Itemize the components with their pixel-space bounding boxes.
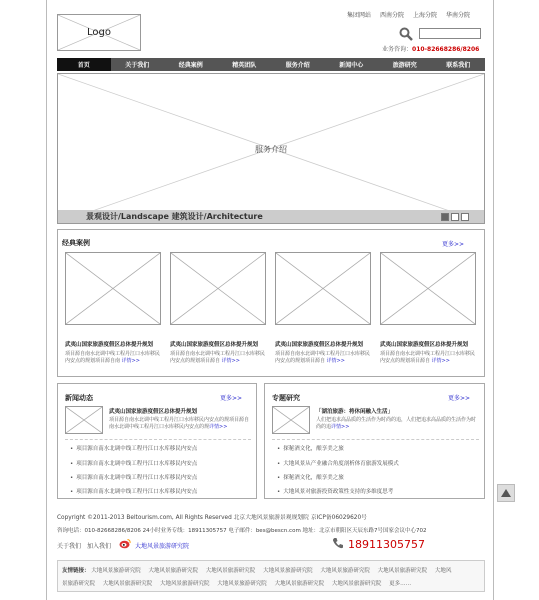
news-more-link[interactable]: 更多>>: [220, 395, 243, 402]
top-links: [347, 10, 470, 19]
top-link-shanghai[interactable]: 上海分院: [413, 12, 438, 19]
case-title-3[interactable]: 武夷山国家旅游度假区总体提升规划: [275, 342, 364, 348]
case-detail-link-2[interactable]: 详情>>: [221, 358, 240, 364]
nav-team[interactable]: 精英团队: [232, 62, 257, 69]
footer-about-link[interactable]: 关于我们: [57, 543, 82, 550]
case-image-2[interactable]: [170, 252, 266, 325]
weibo-icon[interactable]: [119, 538, 131, 549]
friend-link[interactable]: 大地风景旅游研究院: [217, 581, 267, 587]
research-feature-image[interactable]: [272, 406, 310, 434]
cases-more-link[interactable]: 更多>>: [442, 241, 465, 248]
case-image-4[interactable]: [380, 252, 476, 325]
search-icon[interactable]: [399, 27, 413, 41]
friend-links-more[interactable]: 更多……: [389, 581, 412, 587]
footer-contact: 咨询电话：010-82668286/8206 24小时业务专线：18911305757 电子邮件：bes@bescn.com 地址：北京市朝阳区天辰东路7号国家会议中心702: [57, 528, 427, 534]
friend-link[interactable]: 大地风景旅游研究院: [263, 568, 313, 574]
nav-cases[interactable]: 经典案例: [178, 62, 203, 69]
research-item-2[interactable]: • 大地风景从产业融合角度剖析体育旅游发展模式: [277, 459, 399, 467]
research-more-link[interactable]: 更多>>: [448, 395, 471, 402]
case-title-2[interactable]: 武夷山国家旅游度假区总体提升规划: [170, 342, 259, 348]
nav-news[interactable]: 新闻中心: [339, 62, 364, 69]
research-feature-desc: 人们把追求高品质的生活作为时尚的追，人们把追求高品质的生活作为时尚的追详情>>: [316, 417, 477, 430]
nav-contact[interactable]: 联系我们: [446, 62, 471, 69]
friend-link[interactable]: 大地风景旅游研究院: [377, 568, 428, 574]
case-image-1[interactable]: [65, 252, 161, 325]
hotline-number: 010-82668286/8206: [412, 46, 480, 53]
case-detail-link-4[interactable]: 详情>>: [431, 358, 450, 364]
footer-phone-number: 18911305757: [348, 538, 425, 551]
news-item-2[interactable]: • 项目源自南水北调中线工程丹江口水库移民内安点: [70, 459, 197, 467]
case-desc-3: 项目源自南水北调中线工程丹江口水库移民内安点的规划项目源自 详情>>: [275, 351, 371, 364]
case-image-3[interactable]: [275, 252, 371, 325]
top-link-southwest[interactable]: 西南分院: [380, 12, 405, 19]
banner-dot-3[interactable]: [461, 213, 469, 221]
case-detail-link-1[interactable]: 详情>>: [121, 358, 140, 364]
cases-panel: [57, 229, 485, 377]
friend-link[interactable]: 大地风: [434, 568, 452, 574]
research-panel: [264, 383, 485, 499]
search-input[interactable]: [419, 28, 481, 39]
banner[interactable]: [57, 73, 485, 224]
page-frame: [46, 0, 494, 600]
top-link-group[interactable]: 集团网站: [347, 12, 372, 19]
back-to-top-button[interactable]: [497, 484, 515, 502]
research-feature-title[interactable]: 「湖泊旅游：将休闲融入生活」: [316, 409, 394, 415]
research-item-4[interactable]: • 大地风景对旅游投资政策性支持的多维度思考: [277, 487, 393, 495]
news-feature-desc: 项目源自南水北调中线工程丹江口水库移民内安点的规项目源自南水北调中线工程丹江口水库移民内安点的规详情>>: [109, 417, 250, 430]
banner-center-text: 服务介绍: [255, 145, 287, 154]
footer-weibo-link[interactable]: 大地风景旅游研究院: [135, 543, 190, 550]
case-title-4[interactable]: 武夷山国家旅游度假区总体提升规划: [380, 342, 469, 348]
research-item-3[interactable]: • 探秘酒文化，酿享美之旅: [277, 473, 344, 481]
case-desc-4: 项目源自南水北调中线工程丹江口水库移民内安点的规划项目源自 详情>>: [380, 351, 476, 364]
friend-link[interactable]: 大地风景旅游研究院: [148, 568, 199, 574]
friend-links-row-1: [62, 566, 451, 574]
news-panel: [57, 383, 257, 499]
footer-join-link[interactable]: 加入我们: [87, 543, 112, 550]
cases-title: 经典案例: [62, 239, 90, 247]
friend-links-label: 友情链接：: [62, 568, 90, 574]
friend-link[interactable]: 大地风景旅游研究院: [205, 568, 256, 574]
research-title: 专题研究: [272, 394, 300, 402]
banner-caption: 景观设计/Landscape 建筑设计/Architecture: [86, 212, 263, 221]
banner-caption-bar: [58, 210, 484, 223]
banner-dot-2[interactable]: [451, 213, 459, 221]
news-feature-image[interactable]: [65, 406, 103, 434]
news-feature-title[interactable]: 武夷山国家旅游度假区总体提升规划: [109, 409, 198, 415]
friend-link[interactable]: 大地风景旅游研究院: [320, 568, 370, 574]
case-detail-link-3[interactable]: 详情>>: [326, 358, 345, 364]
news-item-1[interactable]: • 项目源自南水北调中线工程丹江口水库移民内安点: [70, 444, 197, 452]
friend-link[interactable]: 大地风景旅游研究院: [160, 581, 210, 587]
research-item-1[interactable]: • 探秘酒文化，酿享美之旅: [277, 444, 344, 452]
news-divider: [65, 439, 251, 440]
banner-pager: [441, 213, 469, 221]
arrow-up-icon: [501, 489, 511, 497]
friend-link[interactable]: 大地风景旅游研究院: [91, 568, 141, 574]
footer-copyright: Copyright ©2011-2013 Beltourism.com, All Rights Reserved 北京大地风景旅游景观规划院 京ICP备06029620号: [57, 515, 367, 521]
research-feature-link[interactable]: 详情>>: [331, 424, 350, 430]
logo-text: Logo: [87, 27, 111, 38]
friend-links-row-2: [62, 579, 411, 587]
top-link-southchina[interactable]: 华南分院: [446, 12, 471, 19]
hotline: [382, 44, 479, 53]
research-divider: [272, 439, 479, 440]
friend-link[interactable]: 大地风景旅游研究院: [274, 581, 325, 587]
banner-dot-1[interactable]: [441, 213, 449, 221]
logo[interactable]: [57, 14, 141, 51]
news-feature-link[interactable]: 详情>>: [209, 424, 228, 430]
friend-links: [57, 560, 485, 592]
friend-link[interactable]: 景旅游研究院: [62, 581, 96, 587]
nav-home[interactable]: 首页: [57, 58, 111, 71]
case-title-1[interactable]: 武夷山国家旅游度假区总体提升规划: [65, 342, 154, 348]
news-item-3[interactable]: • 项目源自南水北调中线工程丹江口水库移民内安点: [70, 473, 197, 481]
main-nav: [57, 58, 485, 71]
case-desc-1: 项目源自南水北调中线工程丹江口水库移民内安点的规划项目源自南 详情>>: [65, 351, 161, 364]
news-item-4[interactable]: • 项目源自南水北调中线工程丹江口水库移民内安点: [70, 487, 197, 495]
case-desc-2: 项目源自南水北调中线工程丹江口水库移民内安点的规划项目源自 详情>>: [170, 351, 266, 364]
friend-link[interactable]: 大地风景旅游研究院: [331, 581, 382, 587]
news-title: 新闻动态: [65, 394, 93, 402]
friend-link[interactable]: 大地风景旅游研究院: [102, 581, 153, 587]
nav-services[interactable]: 服务介绍: [285, 62, 310, 69]
nav-research[interactable]: 旅游研究: [392, 62, 417, 69]
phone-icon: [332, 537, 344, 549]
hotline-label: 业务咨询：: [382, 46, 413, 53]
nav-about[interactable]: 关于我们: [125, 62, 150, 69]
